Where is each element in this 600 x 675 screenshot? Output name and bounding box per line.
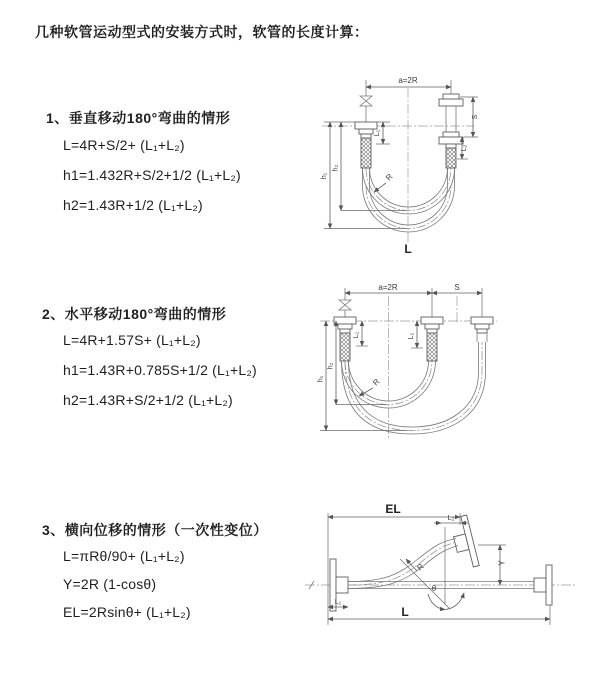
valve-icon xyxy=(339,288,351,317)
dimension-el xyxy=(328,502,460,625)
dim-label-a2r: a=2R xyxy=(398,76,418,85)
section-1-heading: 1、垂直移动180°弯曲的情形 xyxy=(46,110,231,126)
dim-label-h2: h₂ xyxy=(325,362,335,370)
dimension-y xyxy=(478,545,507,585)
section-2-formula-h2: h2=1.43R+S/2+1/2 (L₁+L₂) xyxy=(63,392,233,408)
hose-displaced-position xyxy=(348,539,458,589)
dim-label-l2: L₂ xyxy=(459,144,468,152)
dim-label-y: Y xyxy=(497,560,507,566)
braided-hose-section xyxy=(340,333,350,361)
braided-hose-section xyxy=(446,148,456,168)
dim-label-h1: h₁ xyxy=(315,375,325,383)
middle-end-fitting xyxy=(421,317,443,361)
section-2-heading: 2、水平移动180°弯曲的情形 xyxy=(42,306,227,322)
section-2-formula-L: L=4R+1.57S+ (L₁+L₂) xyxy=(63,332,201,348)
section-2-formula-h1: h1=1.43R+0.785S+1/2 (L₁+L₂) xyxy=(63,362,257,378)
valve-icon xyxy=(360,80,372,122)
length-label: L xyxy=(404,242,412,256)
diagram-vertical-180 xyxy=(310,72,582,260)
dimension-h1 xyxy=(316,321,408,431)
hose-position-2 xyxy=(363,168,455,232)
section-1-formula-h2: h2=1.43R+1/2 (L₁+L₂) xyxy=(63,197,203,213)
section-3-heading: 3、横向位移的情形（一次性变位） xyxy=(42,522,268,538)
diagram-lateral-displacement xyxy=(298,497,590,649)
dim-label-el: EL xyxy=(385,502,401,516)
dim-label-h2: h₂ xyxy=(330,164,340,172)
dim-label-s: S xyxy=(470,114,479,120)
section-3-formula-L: L=πRθ/90+ (L₁+L₂) xyxy=(63,548,185,564)
angle-theta xyxy=(428,584,464,610)
hose-position-2 xyxy=(342,342,486,434)
radius-callout xyxy=(359,377,382,396)
right-end-fitting xyxy=(439,80,463,168)
dim-label-l2: L₂ xyxy=(447,513,455,522)
dimension-l2 xyxy=(406,321,423,348)
braided-hose-section xyxy=(427,333,437,361)
section-3-formula-EL: EL=2Rsinθ+ (L₁+L₂) xyxy=(63,604,191,620)
section-1-formula-L: L=4R+S/2+ (L₁+L₂) xyxy=(63,137,185,153)
left-end-fitting xyxy=(355,122,377,168)
dim-label-l: L xyxy=(401,605,409,619)
radius-label: R xyxy=(415,561,426,573)
diagram-horizontal-180 xyxy=(312,284,600,452)
radius-callout xyxy=(374,172,395,192)
section-3-formula-Y: Y=2R (1-cosθ) xyxy=(63,576,157,592)
dim-label-h1: h₁ xyxy=(319,172,328,180)
hose-position-1 xyxy=(363,168,455,214)
dimension-s xyxy=(432,283,482,293)
dimension-a2r xyxy=(366,76,451,87)
dim-label-l1: L₁ xyxy=(351,331,360,339)
section-1-formula-h1: h1=1.432R+S/2+1/2 (L₁+L₂) xyxy=(63,167,241,183)
radius-label: R xyxy=(371,377,382,388)
dimension-a2r xyxy=(345,283,482,317)
dim-label-a2r: a=2R xyxy=(378,283,398,292)
dimension-l1 xyxy=(351,321,368,346)
right-flange-original xyxy=(534,565,552,605)
dim-label-l2: L₂ xyxy=(406,332,415,340)
construction-lines xyxy=(400,527,450,609)
theta-label: θ xyxy=(431,584,437,593)
shifted-end-fitting xyxy=(471,317,493,342)
page-title: 几种软管运动型式的安装方式时，软管的长度计算： xyxy=(35,24,369,40)
braided-hose-section xyxy=(361,138,371,168)
dim-label-l1: L₁ xyxy=(334,597,342,606)
dim-label-l1: L₁ xyxy=(372,129,381,137)
radius-label: R xyxy=(384,172,395,183)
dim-label-s: S xyxy=(454,283,460,292)
